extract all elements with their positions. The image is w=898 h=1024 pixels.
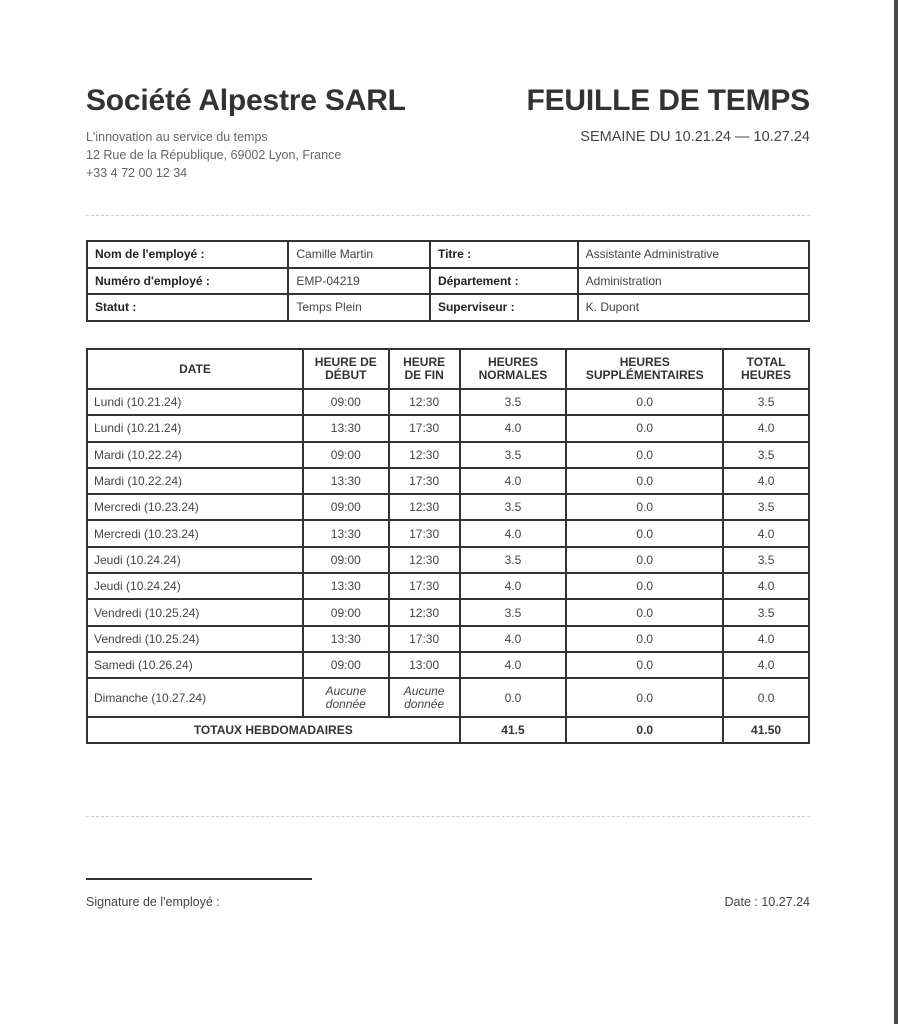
employee-number-label: Numéro d'employé : [87,268,288,295]
cell-regular: 4.0 [460,652,567,678]
col-header-date: DATE [87,349,303,389]
cell-start: 09:00 [303,389,389,415]
document-title: FEUILLE DE TEMPS [526,84,810,117]
department-label: Département : [430,268,578,295]
employee-info-row [87,294,809,321]
cell-total: 3.5 [723,494,809,520]
cell-start-no-data: Aucune donnée [303,678,389,717]
cell-total: 3.5 [723,547,809,573]
cell-overtime: 0.0 [566,652,723,678]
cell-overtime: 0.0 [566,573,723,599]
cell-regular: 4.0 [460,415,567,441]
document-header [86,84,810,184]
cell-date: Samedi (10.26.24) [87,652,303,678]
timesheet-body [87,389,809,743]
cell-total: 3.5 [723,599,809,625]
cell-overtime: 0.0 [566,494,723,520]
cell-end: 12:30 [389,547,460,573]
signature-line [86,878,312,880]
cell-total: 4.0 [723,520,809,546]
cell-start: 13:30 [303,415,389,441]
top-divider [86,215,810,216]
cell-date: Mardi (10.22.24) [87,468,303,494]
week-range: SEMAINE DU 10.21.24 — 10.27.24 [580,129,810,145]
cell-regular: 0.0 [460,678,567,717]
cell-end: 17:30 [389,626,460,652]
col-header-total: TOTAL HEURES [723,349,809,389]
employee-info-row [87,268,809,295]
cell-overtime: 0.0 [566,415,723,441]
company-tagline: L'innovation au service du temps [86,130,268,144]
cell-start: 13:30 [303,573,389,599]
employee-name-value: Camille Martin [288,241,430,268]
col-header-start: HEURE DE DÉBUT [303,349,389,389]
cell-regular: 4.0 [460,520,567,546]
table-row [87,573,809,599]
totals-regular: 41.5 [460,717,567,743]
cell-date: Mercredi (10.23.24) [87,520,303,546]
cell-overtime: 0.0 [566,678,723,717]
cell-overtime: 0.0 [566,599,723,625]
cell-start: 09:00 [303,442,389,468]
signature-label: Signature de l'employé : [86,895,220,909]
cell-date: Jeudi (10.24.24) [87,547,303,573]
cell-end: 13:00 [389,652,460,678]
signature-date: Date : 10.27.24 [724,895,810,909]
cell-total: 4.0 [723,573,809,599]
table-row [87,415,809,441]
supervisor-value: K. Dupont [578,294,809,321]
table-row [87,652,809,678]
cell-end-no-data: Aucune donnée [389,678,460,717]
cell-date: Mercredi (10.23.24) [87,494,303,520]
totals-label: TOTAUX HEBDOMADAIRES [87,717,460,743]
window-edge-bar [894,0,898,1024]
timesheet-header-row [87,349,809,389]
timesheet-table [86,348,810,744]
col-header-overtime: HEURES SUPPLÉMENTAIRES [566,349,723,389]
table-row [87,520,809,546]
cell-regular: 4.0 [460,573,567,599]
cell-date: Jeudi (10.24.24) [87,573,303,599]
cell-end: 12:30 [389,442,460,468]
company-address: 12 Rue de la République, 69002 Lyon, France [86,148,342,162]
cell-overtime: 0.0 [566,520,723,546]
totals-total: 41.50 [723,717,809,743]
col-header-regular: HEURES NORMALES [460,349,567,389]
table-row [87,547,809,573]
table-row [87,599,809,625]
employee-name-label: Nom de l'employé : [87,241,288,268]
status-label: Statut : [87,294,288,321]
cell-date: Mardi (10.22.24) [87,442,303,468]
col-header-end: HEURE DE FIN [389,349,460,389]
employee-number-value: EMP-04219 [288,268,430,295]
cell-end: 17:30 [389,573,460,599]
cell-end: 12:30 [389,599,460,625]
cell-end: 17:30 [389,520,460,546]
cell-start: 09:00 [303,494,389,520]
totals-row [87,717,809,743]
cell-overtime: 0.0 [566,442,723,468]
cell-start: 13:30 [303,626,389,652]
totals-overtime: 0.0 [566,717,723,743]
cell-total: 3.5 [723,389,809,415]
table-row [87,468,809,494]
cell-regular: 3.5 [460,547,567,573]
cell-total: 4.0 [723,626,809,652]
cell-regular: 3.5 [460,389,567,415]
cell-total: 4.0 [723,415,809,441]
cell-total: 4.0 [723,652,809,678]
supervisor-label: Superviseur : [430,294,578,321]
cell-end: 17:30 [389,415,460,441]
table-row [87,678,809,717]
cell-date: Dimanche (10.27.24) [87,678,303,717]
cell-regular: 4.0 [460,468,567,494]
cell-overtime: 0.0 [566,626,723,652]
cell-regular: 3.5 [460,494,567,520]
bottom-divider [86,816,810,817]
table-row [87,389,809,415]
department-value: Administration [578,268,809,295]
company-phone: +33 4 72 00 12 34 [86,166,188,180]
cell-start: 09:00 [303,547,389,573]
title-value: Assistante Administrative [578,241,809,268]
cell-overtime: 0.0 [566,468,723,494]
cell-overtime: 0.0 [566,547,723,573]
employee-info-table [86,240,810,322]
title-label: Titre : [430,241,578,268]
cell-overtime: 0.0 [566,389,723,415]
cell-regular: 4.0 [460,626,567,652]
cell-regular: 3.5 [460,442,567,468]
cell-end: 17:30 [389,468,460,494]
cell-end: 12:30 [389,389,460,415]
cell-total: 3.5 [723,442,809,468]
cell-start: 09:00 [303,599,389,625]
cell-start: 13:30 [303,468,389,494]
company-name: Société Alpestre SARL [86,84,406,117]
cell-total: 0.0 [723,678,809,717]
cell-end: 12:30 [389,494,460,520]
employee-info-row [87,241,809,268]
cell-regular: 3.5 [460,599,567,625]
table-row [87,626,809,652]
status-value: Temps Plein [288,294,430,321]
cell-date: Vendredi (10.25.24) [87,599,303,625]
cell-start: 09:00 [303,652,389,678]
cell-total: 4.0 [723,468,809,494]
cell-date: Lundi (10.21.24) [87,415,303,441]
table-row [87,494,809,520]
cell-date: Vendredi (10.25.24) [87,626,303,652]
company-info [86,128,341,182]
cell-start: 13:30 [303,520,389,546]
cell-date: Lundi (10.21.24) [87,389,303,415]
table-row [87,442,809,468]
